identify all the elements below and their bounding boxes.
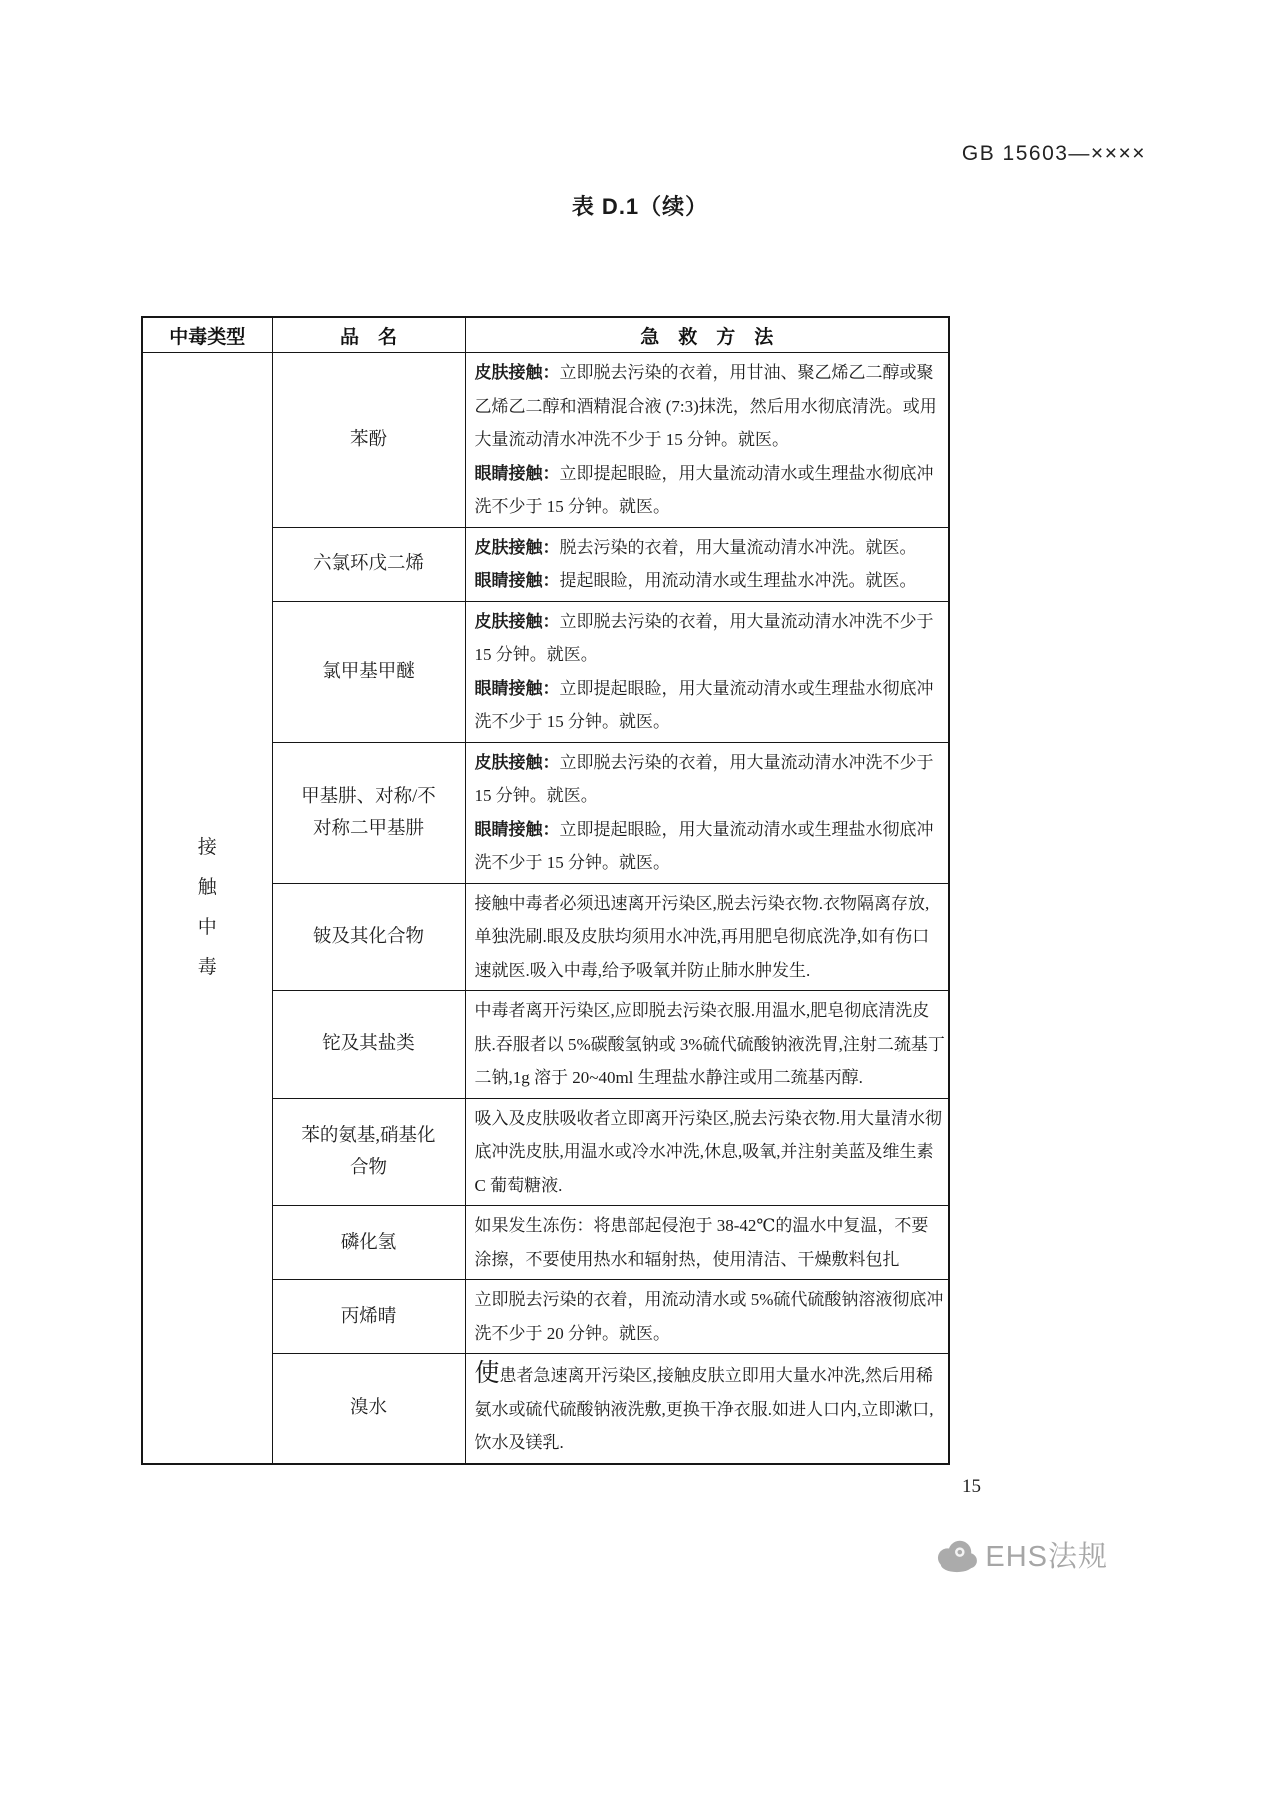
- column-header-product-name: 品 名: [272, 317, 465, 353]
- method-lead-label: 眼睛接触：: [474, 571, 560, 590]
- method-paragraph: 皮肤接触：立即脱去污染的衣着，用甘油、聚乙烯乙二醇或聚乙烯乙二醇和酒精混合液 (7:3)抹洗，然后用水彻底清洗。或用大量流动清水冲洗不少于 15 分钟。就医。: [474, 363, 937, 449]
- first-aid-table: [141, 316, 950, 1465]
- first-aid-method-cell: [465, 742, 949, 883]
- page-number: 15: [962, 1476, 981, 1497]
- first-aid-method-cell: [465, 991, 949, 1099]
- first-aid-method-cell: [465, 883, 949, 991]
- method-lead-label: 皮肤接触：: [474, 752, 560, 772]
- chemical-name-cell: 溴水: [272, 1354, 465, 1464]
- method-paragraph: 立即脱去污染的衣着，用流动清水或 5%硫代硫酸钠溶液彻底冲洗不少于 20 分钟。就医。: [474, 1290, 944, 1343]
- method-lead-label: 皮肤接触：: [474, 363, 560, 382]
- chemical-name-cell: 甲基肼、对称/不对称二甲基肼: [272, 742, 465, 883]
- footer-logo-text: EHS法规: [985, 1541, 1108, 1573]
- first-aid-method-cell: [465, 1098, 949, 1206]
- first-aid-method-cell: [465, 353, 949, 528]
- method-paragraph: 如果发生冻伤：将患部起侵泡于 38-42℃的温水中复温，不要涂擦，不要使用热水和辐射热，使用清洁、干燥敷料包扎: [474, 1216, 929, 1269]
- chemical-name-cell: 铊及其盐类: [272, 991, 465, 1099]
- method-paragraph: 接触中毒者必须迅速离开污染区,脱去污染衣物.衣物隔离存放,单独洗刷.眼及皮肤均须用水冲洗,再用肥皂彻底洗净,如有伤口速就医.吸入中毒,给予吸氧并防止肺水肿发生.: [474, 893, 930, 980]
- method-paragraph: 眼睛接触：立即提起眼睑，用大量流动清水或生理盐水彻底冲洗不少于 15 分钟。就医。: [474, 678, 934, 731]
- poison-type-cell: 接 触 中 毒: [142, 353, 272, 1464]
- first-aid-method-cell: [465, 1354, 949, 1464]
- chemical-name-cell: 苯酚: [272, 353, 465, 528]
- chemical-name-cell: 铍及其化合物: [272, 883, 465, 991]
- column-header-poison-type: 中毒类型: [142, 317, 272, 353]
- method-lead-label: 眼睛接触：: [474, 463, 560, 483]
- table-title: 表 D.1（续）: [571, 194, 709, 219]
- method-paragraph: 眼睛接触：提起眼睑，用流动清水或生理盐水冲洗。就医。: [474, 571, 917, 590]
- chemical-name-cell: 六氯环戊二烯: [272, 527, 465, 601]
- method-lead-label: 眼睛接触：: [474, 678, 560, 698]
- table-header-row: [142, 317, 949, 353]
- column-header-first-aid: 急 救 方 法: [465, 317, 949, 353]
- chemical-name-cell: 磷化氢: [272, 1206, 465, 1280]
- chemical-name-cell: 丙烯晴: [272, 1280, 465, 1354]
- method-paragraph: 眼睛接触：立即提起眼睑，用大量流动清水或生理盐水彻底冲洗不少于 15 分钟。就医。: [474, 819, 934, 872]
- method-paragraph: 眼睛接触：立即提起眼睑，用大量流动清水或生理盐水彻底冲洗不少于 15 分钟。就医。: [474, 463, 934, 516]
- method-lead-label: 眼睛接触：: [474, 819, 560, 839]
- first-aid-method-cell: [465, 601, 949, 742]
- table-row: [142, 353, 949, 528]
- footer-logo: [933, 1534, 1108, 1575]
- method-paragraph: 皮肤接触：立即脱去污染的衣着，用大量流动清水冲洗不少于 15 分钟。就医。: [474, 752, 934, 805]
- method-paragraph: 吸入及皮肤吸收者立即离开污染区,脱去污染衣物.用大量清水彻底冲洗皮肤,用温水或冷水冲洗,休息,吸氧,并注射美蓝及维生素 C 葡萄糖液.: [474, 1108, 942, 1195]
- ehs-cloud-logo-icon: [933, 1536, 979, 1574]
- method-lead-label: 皮肤接触：: [474, 611, 560, 631]
- method-lead-label: 皮肤接触：: [474, 537, 560, 557]
- standard-code: GB 15603—××××: [961, 142, 1146, 165]
- first-aid-method-cell: [465, 527, 949, 601]
- first-aid-method-cell: [465, 1280, 949, 1354]
- chemical-name-cell: 氯甲基甲醚: [272, 601, 465, 742]
- method-paragraph: 皮肤接触：脱去污染的衣着，用大量流动清水冲洗。就医。: [474, 537, 917, 557]
- method-paragraph: 皮肤接触：立即脱去污染的衣着，用大量流动清水冲洗不少于 15 分钟。就医。: [474, 611, 934, 664]
- chemical-name-cell: 苯的氨基,硝基化合物: [272, 1098, 465, 1206]
- first-aid-method-cell: [465, 1206, 949, 1280]
- method-paragraph: 中毒者离开污染区,应即脱去污染衣服.用温水,肥皂彻底清洗皮肤.吞服者以 5%碳酸氢钠或 3%硫代硫酸钠液洗胃,注射二巯基丁二钠,1g 溶于 20~40ml 生理盐水静注或用二巯基丙醇.: [474, 1001, 945, 1087]
- method-paragraph: 使患者急速离开污染区,接触皮肤立即用大量水冲洗,然后用稀氨水或硫代硫酸钠液洗敷,更换干净衣服.如进人口内,立即漱口,饮水及镁乳.: [474, 1360, 934, 1452]
